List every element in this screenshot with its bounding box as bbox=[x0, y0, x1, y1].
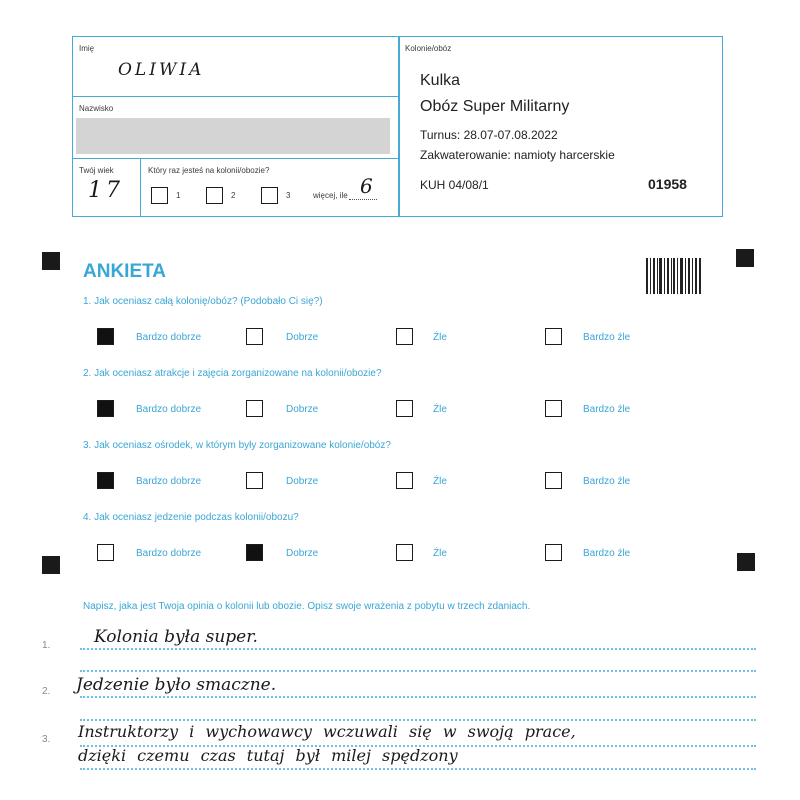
visit-option-1: 1 bbox=[176, 191, 181, 200]
q2-label-dobrze: Dobrze bbox=[286, 404, 319, 415]
question-1: 1. Jak oceniasz całą kolonię/obóz? (Podobało Ci się?) bbox=[83, 296, 323, 307]
q4-label-dobrze: Dobrze bbox=[286, 548, 319, 559]
dotted-line-1a bbox=[80, 648, 756, 650]
divider-1 bbox=[72, 96, 399, 97]
wiecej-label: więcej, ile bbox=[313, 191, 348, 200]
wiek-label: Twój wiek bbox=[79, 166, 114, 175]
visit-checkbox-2[interactable] bbox=[206, 187, 223, 204]
question-2: 2. Jak oceniasz atrakcje i zajęcia zorganizowane na kolonii/obozie? bbox=[83, 368, 382, 379]
camp-type: Obóz Super Militarny bbox=[420, 98, 570, 115]
dotted-line-2a bbox=[80, 696, 756, 698]
visit-checkbox-3[interactable] bbox=[261, 187, 278, 204]
opinion-prompt: Napisz, jaka jest Twoja opinia o kolonii lub obozie. Opisz swoje wrażenia z pobytu w trzech zdaniach. bbox=[83, 601, 531, 612]
nazwisko-label: Nazwisko bbox=[79, 104, 114, 113]
q1-checkbox-zle[interactable] bbox=[396, 328, 413, 345]
q3-label-zle: Źle bbox=[433, 476, 447, 487]
camp-code: KUH 04/08/1 bbox=[420, 178, 489, 192]
q2-checkbox-bardzo-zle[interactable] bbox=[545, 400, 562, 417]
q4-label-bardzo-zle: Bardzo źle bbox=[583, 548, 631, 559]
q2-checkbox-zle[interactable] bbox=[396, 400, 413, 417]
opinion-line-1[interactable]: Kolonia była super. bbox=[94, 627, 258, 647]
q3-checkbox-bardzo-zle[interactable] bbox=[545, 472, 562, 489]
q2-checkbox-bardzo-dobrze[interactable] bbox=[97, 400, 114, 417]
q3-label-bardzo-dobrze: Bardzo dobrze bbox=[136, 476, 202, 487]
q1-label-bardzo-dobrze: Bardzo dobrze bbox=[136, 332, 202, 343]
q4-checkbox-bardzo-zle[interactable] bbox=[545, 544, 562, 561]
q4-checkbox-zle[interactable] bbox=[396, 544, 413, 561]
q1-checkbox-bardzo-dobrze[interactable] bbox=[97, 328, 114, 345]
visit-checkbox-1[interactable] bbox=[151, 187, 168, 204]
line-number-2: 2. bbox=[42, 686, 51, 697]
wiecej-dotted-line bbox=[349, 199, 377, 200]
line-number-3: 3. bbox=[42, 734, 51, 745]
divider-3 bbox=[140, 158, 141, 216]
divider-2 bbox=[72, 158, 399, 159]
q3-checkbox-zle[interactable] bbox=[396, 472, 413, 489]
registration-mark-mid-left bbox=[42, 556, 60, 574]
ktory-raz-label: Który raz jesteś na kolonii/obozie? bbox=[148, 166, 270, 175]
visit-option-3: 3 bbox=[286, 191, 291, 200]
q1-label-zle: Źle bbox=[433, 332, 447, 343]
opinion-line-3a[interactable]: Instruktorzy i wychowawcy wczuwali się w swoją prace, bbox=[78, 722, 576, 741]
line-number-1: 1. bbox=[42, 640, 51, 651]
registration-mark-top-left bbox=[42, 252, 60, 270]
question-3: 3. Jak oceniasz ośrodek, w którym były zorganizowane kolonie/obóz? bbox=[83, 440, 391, 451]
registration-mark-mid-right bbox=[737, 553, 755, 571]
q1-label-dobrze: Dobrze bbox=[286, 332, 319, 343]
camp-name: Kulka bbox=[420, 72, 461, 89]
dotted-line-2b bbox=[80, 719, 756, 721]
wiecej-value[interactable]: 6 bbox=[360, 174, 373, 198]
zakwaterowanie: Zakwaterowanie: namioty harcerskie bbox=[420, 148, 615, 162]
form-number: 01958 bbox=[648, 176, 687, 192]
imie-label: Imię bbox=[79, 44, 95, 53]
q4-label-bardzo-dobrze: Bardzo dobrze bbox=[136, 548, 202, 559]
dotted-line-3a bbox=[80, 745, 756, 747]
q4-label-zle: Źle bbox=[433, 548, 447, 559]
dotted-line-3b bbox=[80, 768, 756, 770]
opinion-line-2[interactable]: Jedzenie było smaczne. bbox=[76, 675, 277, 695]
registration-mark-top-right bbox=[736, 249, 754, 267]
imie-value[interactable]: OLIWIA bbox=[118, 60, 205, 80]
q2-label-zle: Źle bbox=[433, 404, 447, 415]
q3-label-dobrze: Dobrze bbox=[286, 476, 319, 487]
q1-label-bardzo-zle: Bardzo źle bbox=[583, 332, 631, 343]
survey-title: ANKIETA bbox=[83, 261, 167, 282]
visit-option-2: 2 bbox=[231, 191, 236, 200]
q4-checkbox-dobrze[interactable] bbox=[246, 544, 263, 561]
q3-label-bardzo-zle: Bardzo źle bbox=[583, 476, 631, 487]
question-4: 4. Jak oceniasz jedzenie podczas kolonii/obozu? bbox=[83, 512, 299, 523]
dotted-line-1b bbox=[80, 670, 756, 672]
q3-checkbox-bardzo-dobrze[interactable] bbox=[97, 472, 114, 489]
q3-checkbox-dobrze[interactable] bbox=[246, 472, 263, 489]
nazwisko-redaction bbox=[76, 118, 390, 154]
q1-checkbox-bardzo-zle[interactable] bbox=[545, 328, 562, 345]
q4-checkbox-bardzo-dobrze[interactable] bbox=[97, 544, 114, 561]
q2-label-bardzo-zle: Bardzo źle bbox=[583, 404, 631, 415]
barcode bbox=[646, 258, 702, 294]
wiek-value[interactable]: 17 bbox=[88, 178, 124, 203]
q1-checkbox-dobrze[interactable] bbox=[246, 328, 263, 345]
q2-checkbox-dobrze[interactable] bbox=[246, 400, 263, 417]
turnus: Turnus: 28.07-07.08.2022 bbox=[420, 128, 558, 142]
q2-label-bardzo-dobrze: Bardzo dobrze bbox=[136, 404, 202, 415]
kolonia-label: Kolonie/obóz bbox=[405, 44, 452, 53]
opinion-line-3b[interactable]: dzięki czemu czas tutaj był milej spędzony bbox=[78, 746, 458, 765]
